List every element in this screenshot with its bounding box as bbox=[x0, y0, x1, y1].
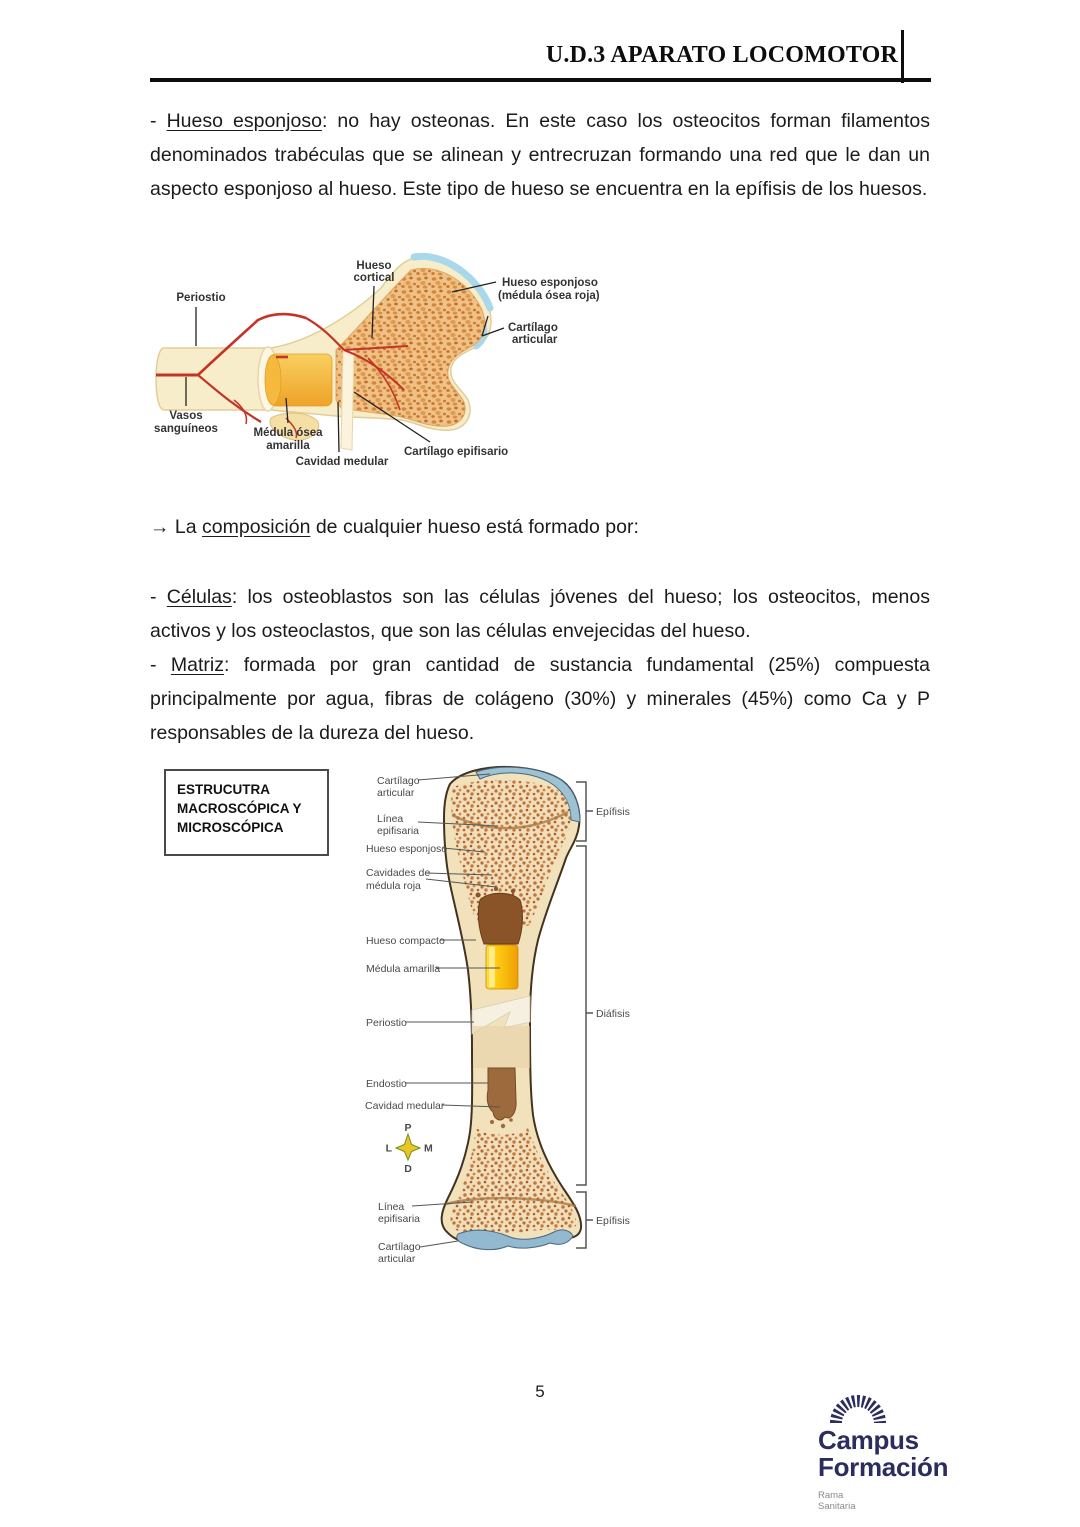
header-rule bbox=[150, 78, 931, 82]
femur-illustration bbox=[365, 767, 630, 1265]
compass-l: L bbox=[385, 1142, 392, 1155]
label-diafisis: Diáfisis bbox=[596, 1008, 630, 1020]
label-cavidades-2: médula roja bbox=[366, 880, 421, 892]
logo-sub-sanitaria: Sanitaria bbox=[818, 1501, 856, 1512]
list-dash: - bbox=[150, 110, 167, 132]
femur-structure-diagram bbox=[350, 760, 670, 1275]
list-dash: - bbox=[150, 654, 171, 676]
page-title: U.D.3 APARATO LOCOMOTOR bbox=[545, 42, 898, 68]
label-medula-osea-roja: (médula ósea roja) bbox=[498, 290, 600, 302]
term-hueso-esponjoso: Hueso esponjoso bbox=[166, 110, 322, 132]
matriz-text: : formada por gran cantidad de sustancia fundamental (25%) compuesta principalmente por agua, fibras de colágeno (30%) y minerales (45%) como Ca y P responsables de la dureza del hueso. bbox=[150, 654, 930, 744]
paragraph-composicion bbox=[150, 510, 930, 544]
label-medula-osea: Médula ósea bbox=[253, 427, 323, 439]
label-cartilago-articular-bottom-2: articular bbox=[378, 1253, 416, 1265]
estructura-box bbox=[164, 769, 329, 856]
paragraph-hueso-esponjoso bbox=[150, 104, 930, 206]
orientation-compass bbox=[386, 1122, 433, 1175]
label-vasos-2: sanguíneos bbox=[154, 423, 218, 435]
paragraph-celulas-matriz bbox=[150, 580, 930, 750]
page-number: 5 bbox=[535, 1382, 545, 1401]
term-matriz: Matriz bbox=[170, 654, 224, 676]
label-hueso-compacto: Hueso compacto bbox=[366, 935, 445, 947]
paragraph-matriz bbox=[150, 648, 930, 750]
label-cartilago-epifisario: Cartílago epifisario bbox=[404, 446, 509, 458]
rod-speck bbox=[501, 1124, 505, 1128]
estructura-box-line2: MACROSCÓPICA Y bbox=[177, 801, 302, 816]
estructura-box-line1: ESTRUCUTRA bbox=[177, 782, 270, 797]
label-periostio: Periostio bbox=[176, 292, 226, 304]
yellow-marrow-end bbox=[265, 355, 281, 405]
figure2-labels bbox=[365, 775, 447, 1265]
label-vasos: Vasos bbox=[169, 410, 203, 422]
label-hueso-esponjoso: Hueso esponjoso bbox=[366, 843, 448, 855]
spongy-bone-region bbox=[336, 268, 485, 426]
list-dash: - bbox=[150, 586, 167, 608]
logo-sub-rama: Rama bbox=[818, 1490, 844, 1501]
compass-d: D bbox=[404, 1163, 412, 1175]
paragraph-text: : no hay osteonas. En este caso los osteocitos forman filamentos denominados trabéculas que se alinean y entrecruzan formando una red que le dan un aspecto esponjoso al hueso. Este tipo de hueso se encuentra en la epífisis de los huesos. bbox=[150, 110, 930, 200]
label-epifisis-bottom: Epífisis bbox=[596, 1215, 630, 1227]
label-linea-epifisaria-bottom-2: epifisaria bbox=[378, 1213, 421, 1225]
label-cartilago-articular-top: Cartílago bbox=[377, 775, 420, 787]
label-hueso-cortical: Hueso bbox=[356, 260, 392, 272]
compass-star bbox=[396, 1134, 420, 1160]
header-vertical-rule bbox=[901, 30, 904, 83]
label-medula-amarilla: amarilla bbox=[266, 440, 310, 452]
cavity-speck bbox=[511, 889, 515, 893]
figure2-brackets bbox=[576, 782, 630, 1248]
bone-section-diagram bbox=[146, 250, 616, 485]
label-linea-epifisaria-top: Línea bbox=[377, 813, 404, 825]
term-celulas: Células bbox=[166, 586, 232, 608]
term-composicion: composición bbox=[202, 516, 311, 538]
arc-ticks bbox=[836, 1401, 880, 1423]
shaft-inner-layer bbox=[473, 1026, 530, 1068]
cavity-speck bbox=[494, 887, 498, 891]
label-epifisis-top: Epífisis bbox=[596, 806, 630, 818]
label-cartilago-articular-top-2: articular bbox=[377, 787, 415, 799]
label-cavidades: Cavidades de bbox=[366, 867, 431, 879]
label-medula-amarilla: Médula amarilla bbox=[366, 963, 441, 975]
label-cartilago-articular-bottom: Cartílago bbox=[378, 1241, 421, 1253]
arrow-prefix: → La bbox=[150, 516, 203, 538]
paragraph-celulas bbox=[150, 580, 930, 648]
cavity-speck bbox=[476, 893, 481, 898]
label-cavidad-medular: Cavidad medular bbox=[365, 1100, 445, 1112]
yellow-marrow-highlight bbox=[489, 947, 495, 987]
bone-illustration bbox=[154, 256, 600, 468]
estructura-box-line3: MICROSCÓPICA bbox=[177, 820, 284, 835]
label-cavidad-medular: Cavidad medular bbox=[295, 456, 389, 468]
label-endostio: Endostio bbox=[366, 1078, 407, 1090]
logo-word-formacion: Formación bbox=[818, 1452, 949, 1482]
label-cartilago-articular: Cartílago bbox=[508, 322, 558, 334]
rod-speck bbox=[509, 1118, 513, 1122]
epiphyseal-cartilage-strip bbox=[341, 350, 354, 450]
logo-word-campus: Campus bbox=[818, 1425, 919, 1455]
logo-arc-icon bbox=[822, 1385, 898, 1427]
compass-p: P bbox=[404, 1122, 412, 1134]
medullary-cavity-dark bbox=[478, 893, 522, 944]
rod-speck bbox=[490, 1120, 494, 1124]
celulas-text: : los osteoblastos son las células jóvenes del hueso; los osteocitos, menos activos y los osteoclastos, que son las células envejecidas del hueso. bbox=[150, 586, 930, 642]
label-linea-epifisaria-top-2: epifisaria bbox=[377, 825, 420, 837]
composicion-text: de cualquier hueso está formado por: bbox=[310, 516, 639, 538]
label-linea-epifisaria-bottom: Línea bbox=[378, 1201, 405, 1213]
compass-m: M bbox=[424, 1142, 433, 1155]
label-hueso-cortical-2: cortical bbox=[353, 272, 395, 284]
campus-formacion-logo bbox=[818, 1385, 988, 1512]
label-hueso-esponjoso: Hueso esponjoso bbox=[502, 277, 598, 289]
label-cartilago-articular-2: articular bbox=[512, 334, 558, 346]
label-periostio: Periostio bbox=[366, 1017, 407, 1029]
